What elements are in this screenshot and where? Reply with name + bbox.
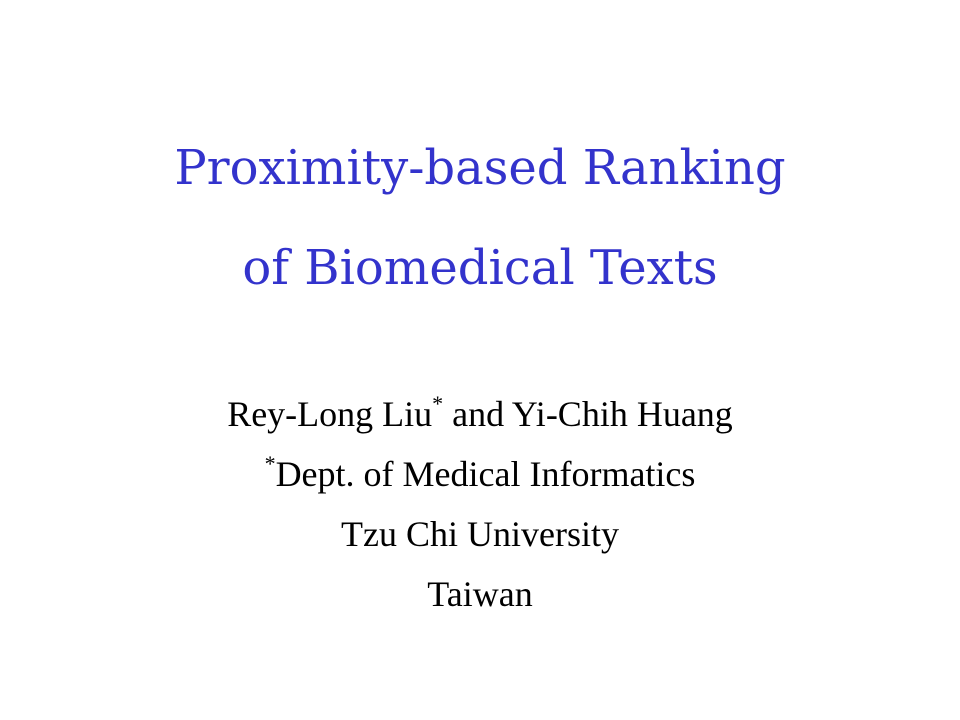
other-authors: and Yi-Chih Huang bbox=[443, 394, 733, 434]
author-footnote-mark: * bbox=[432, 391, 444, 416]
first-author: Rey-Long Liu bbox=[227, 394, 433, 434]
university-line: Tzu Chi University bbox=[341, 514, 619, 554]
author-block bbox=[60, 384, 900, 624]
title-line-2: of Biomedical Texts bbox=[242, 240, 718, 296]
affiliation: Dept. of Medical Informatics bbox=[275, 454, 696, 494]
country-line: Taiwan bbox=[427, 574, 533, 614]
slide-title bbox=[60, 118, 900, 318]
authors-line bbox=[60, 384, 900, 444]
affiliation-footnote-mark: * bbox=[264, 451, 276, 476]
title-line-1: Proximity-based Ranking bbox=[174, 140, 786, 196]
affiliation-line bbox=[60, 444, 900, 504]
